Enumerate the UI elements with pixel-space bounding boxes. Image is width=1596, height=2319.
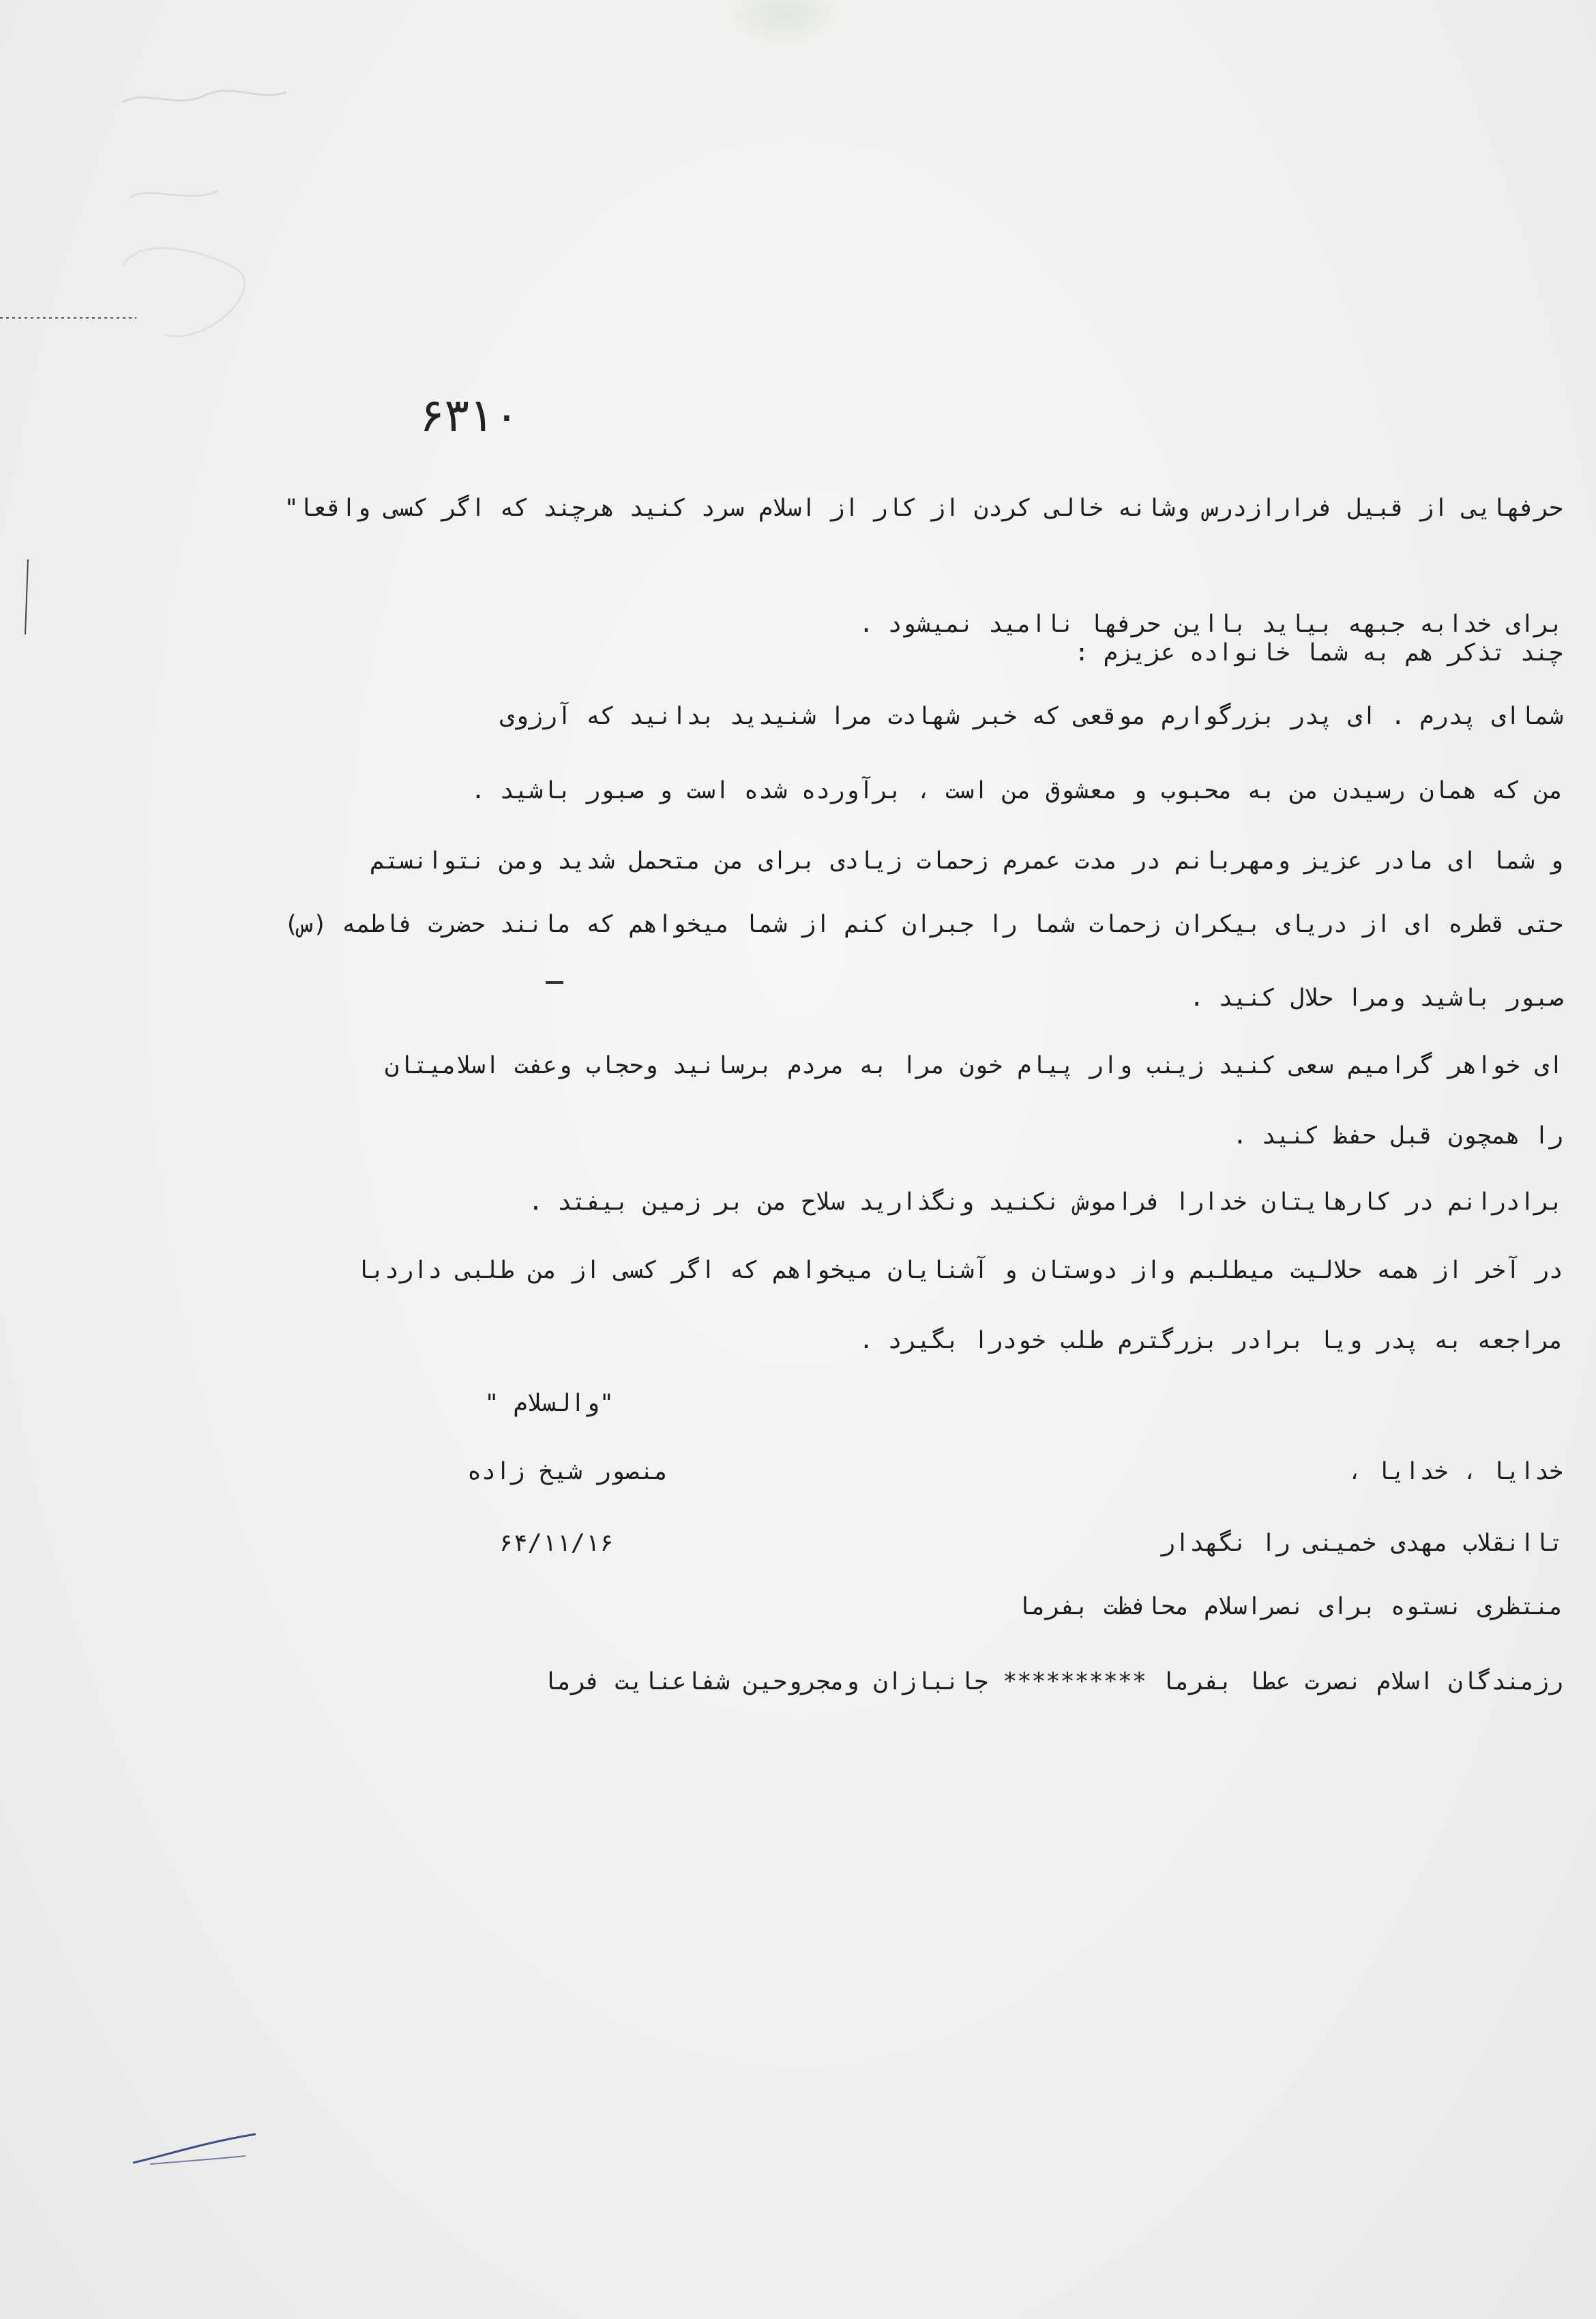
text-line: من که همان رسیدن من به محبوب و معشوق من است ، برآورده شده است و صبور باشید . [471,777,1563,804]
prayer-line: تاانقلاب مهدی خمینی را نگهدار [1160,1530,1563,1557]
text-line: برای خدابه جبهه بیاید بااین حرفها ناامید نمیشود . [859,611,1563,638]
closing-salutation: "والسلام " [484,1390,614,1417]
page-number: ۶۳۱۰ [419,389,520,443]
prayer-line: خدایا ، خدایا ، [1347,1458,1563,1485]
text-line: و شما اى مادر عزیز ومهربانم در مدت عمرم زحمات زیادی برای من متحمل شدید ومن نتوانستم [370,847,1563,875]
pen-stroke [130,2129,259,2170]
text-line: صبور باشید ومرا حلال کنید . [1189,985,1563,1012]
text-line: شمااى پدرم . اى پدر بزرگوارم موقعی که خبر شهادت مرا شنیدید بدانید که آرزوی [499,703,1563,730]
text-line: حتی قطره ای از دریای بیکران زحمات شما را جبران کنم از شما میخواهم که مانند حضرت فاطمه (س) [284,911,1563,938]
text-line: ای خواهر گرامیم سعی کنید زینب وار پیام خون مرا به مردم برسانید وحجاب وعفت اسلامیتان [385,1052,1563,1079]
margin-mark [25,559,29,635]
signature-name: منصور شیخ زاده [467,1458,668,1485]
text-line: را همچون قبل حفظ کنید . [1232,1122,1563,1150]
text-line: برادرانم در کارهایتان خدارا فراموش نکنید ونگذارید سلاح من بر زمین بیفتد . [528,1188,1563,1216]
text-line: چند تذکر هم به شما خانواده عزیزم : [1074,639,1563,667]
text-line: مراجعه به پدر ویا برادر بزرگترم طلب خودرا بگیرد . [859,1327,1563,1354]
prayer-line: رزمندگان اسلام نصرت عطا بفرما ********** جانبازان ومجروحین شفاعنایت فرما [542,1668,1563,1695]
scan-dotted-line [0,315,136,321]
text-line: حرفهایی از قبیل فرارازدرس وشانه خالی کردن از کار از اسلام سرد کنید هرچند که اگر کسی واقعا" [284,495,1563,522]
text-line: در آخر از همه حلالیت میطلبم واز دوستان و آشنایان میخواهم که اگر کسی از من طلبی داردبا [355,1257,1563,1284]
letter-date: ۶۴/۱۱/۱۶ [499,1530,614,1557]
dash-mark [546,981,563,984]
prayer-line: منتظری نستوه برای نصراسلام محافظت بفرما [1017,1593,1563,1620]
scan-smudge [723,0,846,48]
